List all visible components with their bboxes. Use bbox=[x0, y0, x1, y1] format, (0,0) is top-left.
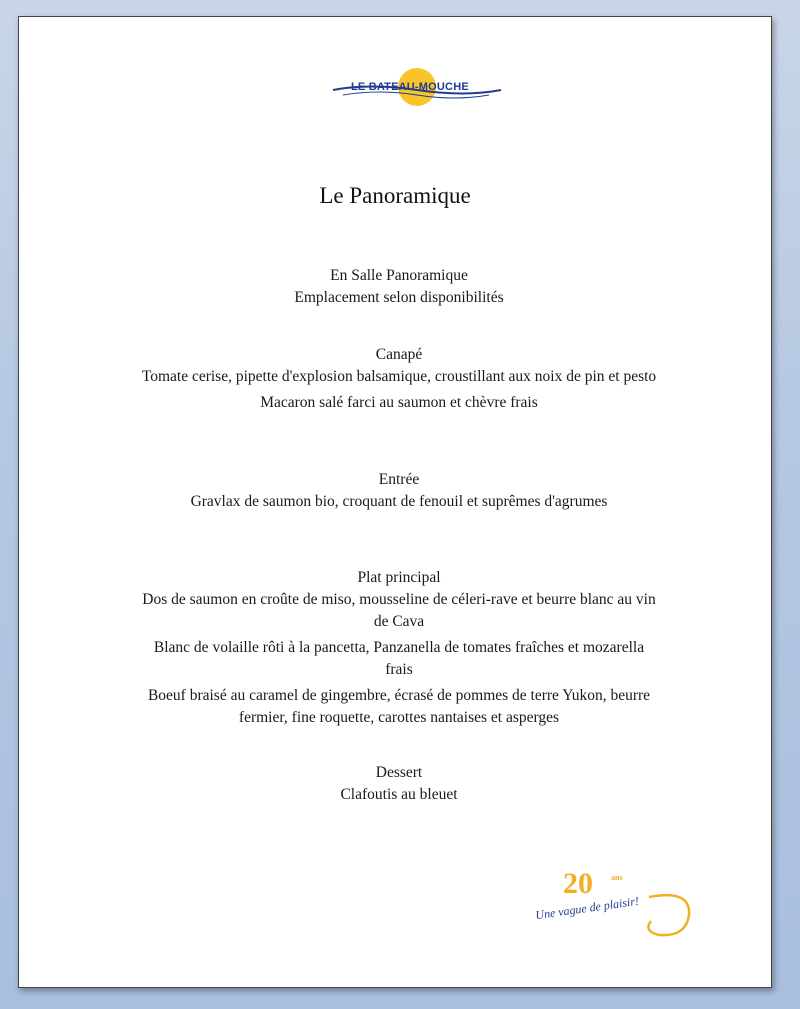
menu-item: Clafoutis au bleuet bbox=[340, 786, 458, 803]
section-canape bbox=[139, 344, 659, 418]
menu-item: Dos de saumon en croûte de miso, mousseline de céleri-rave et beurre blanc au vin de Cava bbox=[142, 591, 656, 630]
section-heading: Canapé bbox=[375, 346, 423, 363]
swirl-icon bbox=[531, 867, 701, 947]
document-page bbox=[18, 16, 772, 988]
section-dessert bbox=[139, 762, 659, 810]
intro-line-2: Emplacement selon disponibilités bbox=[294, 289, 504, 306]
logo-name: LE BATEAU-MOUCHE bbox=[351, 81, 469, 93]
menu-item: Gravlax de saumon bio, croquant de fenouil et suprêmes d'agrumes bbox=[190, 493, 608, 510]
anniversary-tagline: Une vague de plaisir! bbox=[534, 893, 640, 923]
page-title: Le Panoramique bbox=[319, 183, 471, 208]
bateau-mouche-logo bbox=[329, 59, 505, 119]
section-entree bbox=[139, 469, 659, 517]
intro-block bbox=[139, 265, 659, 309]
anniversary-number: 20 bbox=[563, 867, 593, 900]
menu-item: Boeuf braisé au caramel de gingembre, écrasé de pommes de terre Yukon, beurre fermier, fine roquette, carottes nantaises et asperges bbox=[147, 687, 651, 726]
intro-line-1: En Salle Panoramique bbox=[330, 267, 468, 284]
anniversary-suffix: ans bbox=[611, 873, 623, 882]
section-heading: Entrée bbox=[378, 471, 420, 488]
section-heading: Dessert bbox=[375, 764, 423, 781]
menu-item: Macaron salé farci au saumon et chèvre frais bbox=[260, 394, 538, 411]
menu-item: Tomate cerise, pipette d'explosion balsamique, croustillant aux noix de pin et pesto bbox=[141, 368, 657, 385]
menu-item: Blanc de volaille rôti à la pancetta, Panzanella de tomates fraîches et mozarella frais bbox=[153, 639, 645, 678]
section-plat-principal bbox=[139, 567, 659, 733]
anniversary-logo bbox=[531, 867, 701, 947]
section-heading: Plat principal bbox=[357, 569, 441, 586]
